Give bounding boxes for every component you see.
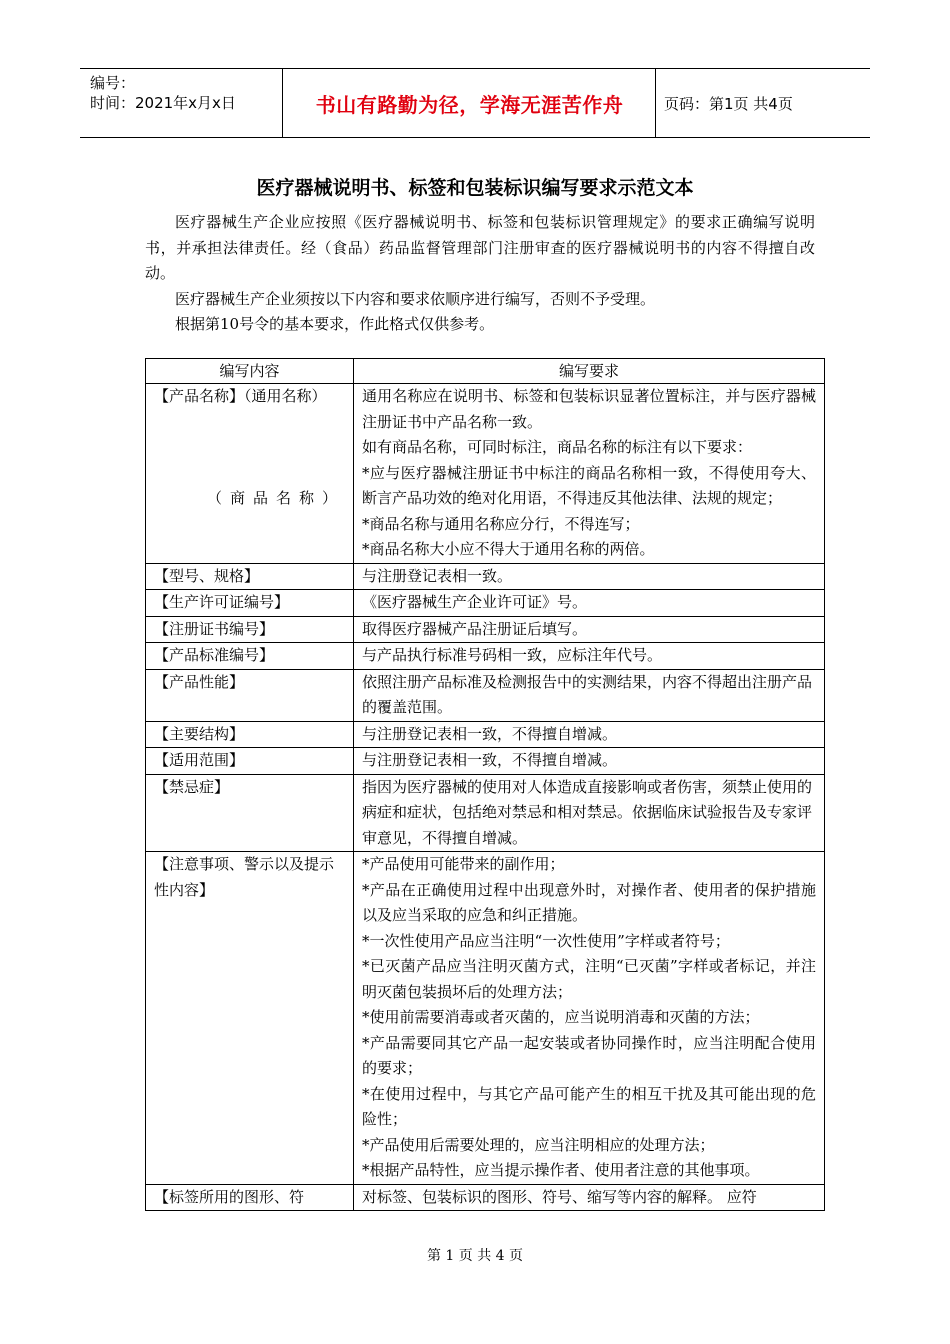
requirement-line: *商品名称大小应不得大于通用名称的两倍。 bbox=[362, 540, 655, 558]
header-motto: 书山有路勤为径，学海无涯苦作舟 bbox=[315, 92, 624, 117]
table-row bbox=[146, 852, 825, 1185]
row-item-label: 【注意事项、警示以及提示性内容】 bbox=[146, 852, 354, 1185]
requirement-line: 指因为医疗器械的使用对人体造成直接影响或者伤害，须禁止使用的病症和症状，包括绝对禁忌和相对禁忌。依据临床试验报告及专家评审意见，不得擅自增减。 bbox=[354, 774, 825, 852]
page-footer: 第 1 页 共 4 页 bbox=[426, 1248, 524, 1264]
table-row bbox=[146, 563, 825, 590]
row-item-label: 【禁忌症】 bbox=[146, 774, 354, 852]
row-requirements bbox=[354, 384, 825, 564]
requirement-line: 对标签、包装标识的图形、符号、缩写等内容的解释。 应符 bbox=[354, 1184, 825, 1211]
row-item-label: 【标签所用的图形、符 bbox=[146, 1184, 354, 1211]
row-item-label: 【型号、规格】 bbox=[146, 563, 354, 590]
requirement-line: 与注册登记表相一致，不得擅自增减。 bbox=[354, 721, 825, 748]
document-title: 医疗器械说明书、标签和包装标识编写要求示范文本 bbox=[256, 177, 694, 199]
requirement-line: *产品需要同其它产品一起安装或者协同操作时，应当注明配合使用的要求； bbox=[362, 1033, 816, 1077]
table-row bbox=[146, 590, 825, 617]
header-meta bbox=[90, 73, 236, 113]
page-header bbox=[80, 68, 870, 138]
intro-paragraph: 根据第10号令的基本要求，作此格式仅供参考。 bbox=[175, 315, 495, 333]
table-header-row bbox=[146, 359, 825, 384]
row-item-label: 【产品标准编号】 bbox=[146, 643, 354, 670]
intro-section bbox=[145, 210, 815, 338]
requirement-line: *应与医疗器械注册证书中标注的商品名称相一致，不得使用夸大、断言产品功效的绝对化用语，不得违反其他法律、法规的规定； bbox=[362, 463, 816, 507]
table-row bbox=[146, 748, 825, 775]
requirement-line: 如有商品名称，可同时标注，商品名称的标注有以下要求： bbox=[362, 438, 753, 456]
table-row bbox=[146, 643, 825, 670]
requirement-line: *一次性使用产品应当注明“一次性使用”字样或者符号； bbox=[362, 931, 730, 950]
column-header-content: 编写内容 bbox=[146, 359, 354, 384]
requirement-line: *产品使用后需要处理的，应当注明相应的处理方法； bbox=[362, 1135, 715, 1154]
column-header-requirements: 编写要求 bbox=[354, 359, 825, 384]
requirement-line: *商品名称与通用名称应分行，不得连写； bbox=[362, 514, 640, 533]
requirement-line: *已灭菌产品应当注明灭菌方式，注明“已灭菌”字样或者标记，并注明灭菌包装损坏后的处理方法； bbox=[362, 957, 816, 1001]
row-item bbox=[146, 384, 354, 564]
requirement-line: 与注册登记表相一致。 bbox=[354, 563, 825, 590]
requirement-line: 通用名称应在说明书、标签和包装标识显著位置标注，并与医疗器械注册证书中产品名称一致。 bbox=[362, 387, 816, 431]
row-item-label-secondary: （商品名称） bbox=[206, 488, 345, 507]
requirement-line: 《医疗器械生产企业许可证》号。 bbox=[354, 590, 825, 617]
table-row bbox=[146, 1184, 825, 1211]
requirement-line: 与产品执行标准号码相一致，应标注年代号。 bbox=[354, 643, 825, 670]
requirements-table bbox=[145, 358, 825, 1211]
requirement-line: 与注册登记表相一致，不得擅自增减。 bbox=[354, 748, 825, 775]
requirement-line: 依照注册产品标准及检测报告中的实测结果，内容不得超出注册产品的覆盖范围。 bbox=[354, 669, 825, 721]
row-item-label: 【生产许可证编号】 bbox=[146, 590, 354, 617]
header-page-info: 页码：第1页 共4页 bbox=[664, 94, 793, 113]
document-number-label: 编号： bbox=[90, 74, 136, 92]
row-item-label: 【注册证书编号】 bbox=[146, 616, 354, 643]
document-date-label: 时间：2021年x月x日 bbox=[90, 94, 236, 112]
requirement-line: *产品使用可能带来的副作用； bbox=[362, 855, 565, 873]
header-divider bbox=[655, 69, 656, 137]
table-row bbox=[146, 616, 825, 643]
row-item-label: 【主要结构】 bbox=[146, 721, 354, 748]
row-item-label: 【适用范围】 bbox=[146, 748, 354, 775]
row-item-label: 【产品性能】 bbox=[146, 669, 354, 721]
intro-paragraph: 医疗器械生产企业须按以下内容和要求依顺序进行编写，否则不予受理。 bbox=[175, 289, 656, 308]
requirement-line: 取得医疗器械产品注册证后填写。 bbox=[354, 616, 825, 643]
requirement-line: *使用前需要消毒或者灭菌的，应当说明消毒和灭菌的方法； bbox=[362, 1008, 760, 1026]
row-requirements bbox=[354, 852, 825, 1185]
table-row bbox=[146, 384, 825, 564]
requirement-line: *根据产品特性，应当提示操作者、使用者注意的其他事项。 bbox=[362, 1161, 760, 1179]
table-row bbox=[146, 721, 825, 748]
requirement-line: *产品在正确使用过程中出现意外时，对操作者、使用者的保护措施以及应当采取的应急和纠正措施。 bbox=[362, 880, 816, 924]
table-row bbox=[146, 774, 825, 852]
intro-paragraph: 医疗器械生产企业应按照《医疗器械说明书、标签和包装标识管理规定》的要求正确编写说明书，并承担法律责任。经（食品）药品监督管理部门注册审查的医疗器械说明书的内容不得擅自改动。 bbox=[145, 213, 815, 282]
table-row bbox=[146, 669, 825, 721]
requirement-line: *在使用过程中，与其它产品可能产生的相互干扰及其可能出现的危险性； bbox=[362, 1084, 816, 1128]
row-item-label: 【产品名称】（通用名称） bbox=[154, 387, 327, 405]
